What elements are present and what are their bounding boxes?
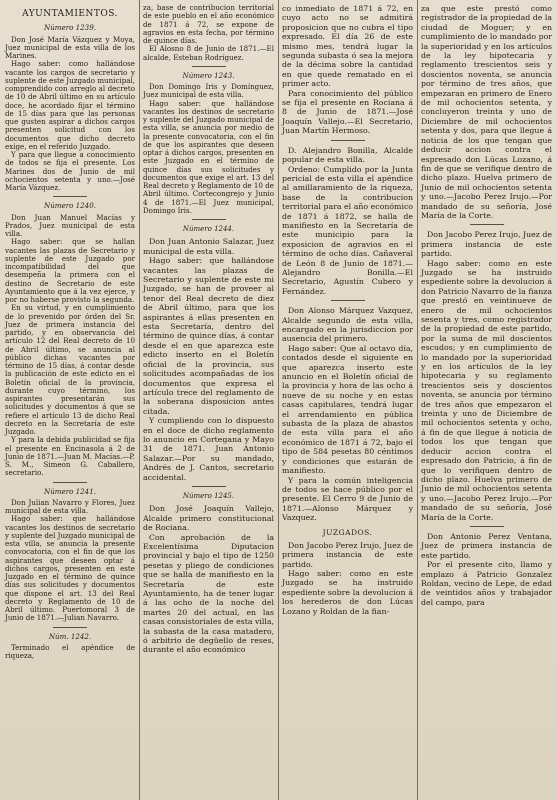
notice-number: Número 1239.: [44, 23, 96, 33]
notice-paragraph: Don José Joaquín Vallejo, Alcalde primero constitucional de Rociana.: [143, 504, 274, 533]
notice-paragraph: Por el presente cito, llamo y emplazo á Patricio Gonzalez Roldan, vecino de Lepe, de edad de veintidos años y trabajador del campo, para: [421, 560, 552, 607]
notice-1241: [5, 488, 135, 623]
notice-paragraph: En su virtud, y en cumplimiento de lo prevenido por órden del Sr. Juez de primera instancia del partido, y en observancia del artículo 12 del Real decreto de 10 de Abril último, se anuncia al público dichas vacantes por término de 15 días, á contar desde la publicación de este edicto en el Boletín oficial de la provincia, durante cuyo término, los aspirantes presentarán sus solicitudes y documentos á que se refiere el artículo 13 de dicho Real decreto en la Secretaría de este Juzgado.: [5, 303, 135, 436]
notice-paragraph: Don Jacobo Perez Irujo, Juez de primera instancia de este partido.: [282, 540, 413, 569]
notice-perez-irujo-navarro: [421, 230, 552, 522]
notice-paragraph: Hago saber: que se hallan vacantes las plazas de Secretario y suplente de este Juzgado por incompatibilidad del que desempeña la primera con el destino de Secretario de este Ayuntamiento que á la vez ejerce, y por no haberse provisto la segunda.: [5, 237, 135, 304]
notice-1244: [143, 225, 274, 482]
notice-paragraph: Hago saber: como hallándose vacante los cargos de secretario y suplente de este Juzgado municipal, comprendido con arreglo al decreto de 10 de Abril último en su artículo doce, he acordado fijar el término de 15 días para que las personas que gusten aspirar a dichos cargos presenten solicitud con los documentos que dicho decreto exige, en el referido Juzgado.: [5, 59, 135, 151]
notice-paragraph: Don Juan Antonio Salazar, Juez municipal de esta villa.: [143, 237, 274, 256]
notice-number: Número 1244.: [182, 225, 235, 233]
separator: [192, 66, 226, 67]
notice-1239: [5, 24, 135, 192]
separator: [470, 526, 504, 527]
notice-paragraph: Hago saber: que hallándose vacantes los destinos de secretario y suplente del Juzgado municipal de esta villa, se anuncia por medio de la presente convocatoria, con el fin de que los aspirantes que deseen optar á dichos cargos, presenten en este Juzgado en el término de quince días sus solicitudes y documentos que exige el art. 13 del Real decreto y Reglamento de 10 de Abril último. Cortecongrejo y Junio 4 de 1871.—El Juez municipal, Domingo Iris.: [143, 98, 274, 215]
separator: [192, 219, 226, 220]
separator: [192, 486, 226, 487]
notice-paragraph: za que este prestó como registrador de la propiedad de la ciudad de Moguer; y en cumplimiento de lo mandado por la superioridad y en los artículos de la ley hipotecaria y reglamento trescientos seis y doscientos noventa, se anuncia por término de tres años, que empezaran en primero de Enero de mil ochocientos setenta, y concluyeron treinta y uno de Diciembre de mil ochocientos setenta y dos, para que llegue á noticia de los que tengan que deducir accion contra el espresado don Lúcas Lozano, á fin de que se verifique dentro de dicho plazo. Huelva primero de Junio de mil ochocientos setenta y uno.—Jacobo Perez Irujo.—Por mandado de su señoría, José María de la Corte.: [421, 4, 552, 220]
separator: [470, 224, 504, 225]
separator: [331, 300, 365, 301]
column-4: [418, 0, 555, 800]
separator: [53, 196, 87, 197]
notice-marquez: [282, 306, 413, 522]
notice-paragraph: Para conocimiento del público se fija el presente en Rociana á 8 de Junio de 1871.—José Joaquín Vallejo.—El Secretario, Juan Martín Hermoso.: [282, 88, 413, 136]
notice-number: Número 1243.: [182, 70, 235, 80]
notice-number: Número 1240.: [44, 201, 96, 211]
notice-paragraph: Don José María Vázquez y Moya, Juez municipal de esta villa de los Marines.: [5, 34, 135, 60]
notice-paragraph: Hago saber: que hallándose vacantes los destinos de secretario y suplente del Juzgado municipal de esta villa, se anuncia la presente convocatoria, con el fin de que los aspirantes que deseen optar á dichos cargos, presenten en este Juzgado en el término de quince días sus solicitudes y documentos que dispone el art. 13 del Real decreto y Reglamento de 10 de Abril último. Puertomoral 3 de Junio de 1871.—Julian Navarro.: [5, 514, 136, 623]
notice-paragraph: Ordeno: Cumplido por la Junta pericial de esta villa el apéndice al amillaramiento de la riqueza, base de la contribucion territorial para el año económico de 1871 á 1872, se halla de manifiesto en la Secretaría de este municipio para la exposicion de agravios en el término de ocho días. Cañaveral de León 8 de Junio de 1871.—Alejandro Bonilla.—El Secretario, Agustín Cubero y Fernández.: [282, 164, 413, 296]
notice-perez-irujo-lozano: [282, 541, 413, 616]
notice-paragraph: El Alosno 8 de Junio de 1871.—El alcalde, Esteban Rodríguez.: [143, 44, 274, 62]
notice-paragraph: Hago saber: como en este Juzgado se ha instruido espediente sobre la devolucion á don Patricio Navarro de la fianza que prestó en veintinueve de enero de mil ochocientos sesenta y tres, como registrador de la propiedad de este partido, por la suma de mil doscientos escudos; y en cumplimiento de lo mandado por la superioridad y en los artículos de la ley hipotecaria y su reglamento trescientos seis y doscientos noventa, se anuncia por término de tres años que empezaron el treinta y uno de Diciembre de mil ochocientos setenta y ocho, á fin de que llegue á noticia de todos los que tengan que deducir accion contra el espresado don Patricio, á fin de que lo verifiquen dentro de dicho plazo. Huelva primero de Junio de mil ochocientos setenta y uno.—Jacobo Perez Irujo.—Por mandado de su señoría, José María de la Corte.: [421, 258, 552, 522]
notice-paragraph: Don Alonso Márquez Vazquez, Alcalde segundo de esta villa, encargado en la jurisdiccion por ausencia del primero.: [282, 306, 413, 344]
column-2: [140, 0, 277, 800]
section-heading-ayuntamientos: AYUNTAMIENTOS.: [22, 9, 118, 19]
notice-paragraph: Y para la común inteligencia de todos se hace público por el presente. El Cerro 9 de Junio de 1871.—Alonso Márquez y Vazquez.: [282, 475, 413, 523]
column-1: [2, 0, 138, 800]
notice-paragraph: Don Julian Navarro y Flores, Juez municipal de esta villa.: [5, 497, 135, 515]
notice-number: Número 1241.: [44, 486, 96, 496]
notice-1240: [5, 202, 135, 477]
notice-paragraph: Don Juan Manuel Macías y Prados, Juez municipal de esta villa.: [5, 212, 135, 238]
separator: [53, 482, 87, 483]
notice-paragraph: Y cumpliendo con lo dispuesto en el doce de dicho reglamento lo anuncio en Cortegana y Mayo 31 de 1871. Juan Antonio Salazar.—Por su mandado, Andrés de J. Cantos, secretario accidental.: [143, 416, 274, 482]
separator: [331, 140, 365, 141]
notice-perez-ventana: [421, 532, 552, 607]
notice-bonilla: [282, 146, 413, 297]
notice-paragraph: za, base de contribucion territorial de este pueblo en el año económico de 1871 á 72, se expone de agravios en esta fecha, por término de quince días.: [143, 3, 274, 45]
notice-number: Núm. 1242.: [48, 631, 92, 641]
notice-1242-continued: [143, 4, 274, 62]
notice-paragraph: D. Alejandro Bonilla, Alcalde popular de esta villa.: [282, 145, 413, 165]
notice-paragraph: Y para la debida publicidad se fija el presente en Encinasola á 2 de Junio de 1871.—Juan M. Macías.—P. S. M., Simeon G. Caballero, secretario.: [5, 435, 135, 478]
separator: [53, 627, 87, 628]
notice-perez-irujo-lozano-continued: [421, 4, 552, 220]
notice-paragraph: Con aprobación de la Excelentísima Diputacion provincial y bajo el tipo de 1250 pesetas y pliego de condiciones que se halla de manifiesto en la Secretaría de este Ayuntamiento, ha de tener lugar á las ocho de la noche del martes 20 del actual, en las casas consistoriales de esta villa, la subasta de la casa matadero, ó arbitrio de degüello de reses, durante el año económico: [143, 532, 274, 655]
notice-paragraph: Hago saber: Que al octavo día, contados desde el siguiente en que aparezca inserto este anuncio en el Boletín oficial de la provincia y hora de las ocho á nueve de su noche y en estas casas capitulares, tendrá lugar el arrendamiento en pública subasta de la plaza de abastos de esta villa para el año económico de 1871 á 72, bajo el tipo de 584 pesetas 80 céntimos y condiciones que estarán de manifiesto.: [282, 343, 413, 476]
notice-1242: [5, 633, 135, 661]
notice-1245: [143, 492, 274, 655]
notice-number: Número 1245.: [182, 491, 235, 500]
notice-paragraph: Terminado el apéndice de riqueza,: [5, 642, 135, 660]
notice-paragraph: Don Antonio Perez Ventana, Juez de primera instancia de este partido.: [421, 531, 552, 560]
notice-paragraph: Hago saber: como en este Juzgado se ha instruido espediente sobre la devolucion á los herederos de don Lúcas Lozano y Roldan de la fian-: [282, 569, 413, 616]
notice-paragraph: Hago saber: que hallándose vacantes las plazas de Secretario y suplente de este mi Juzgado, se han de proveer al tenor del Real decreto de diez de Abril último, para que los aspirantes á ellas presenten en esta Secretaría, dentro del término de quince días, á contar desde el en que aparezca este edicto inserto en el Boletín oficial de la provincia, sus solicitudes acompañadas de los documentos que expresa el artículo trece del reglamento de la soberana disposicion antes citada.: [143, 256, 274, 416]
section-heading-juzgados: JUZGADOS.: [322, 527, 373, 537]
notice-paragraph: Don Domingo Iris y Domínguez, Juez municipal de esta villa.: [143, 82, 274, 100]
notice-1245-continued: [282, 4, 413, 136]
notice-paragraph: Y para que llegue a conocimiento de todos se fija el presente. Los Marines dos de Junio de mil ochocientos setenta y uno.—José María Vázquez.: [5, 150, 135, 192]
column-3: [279, 0, 416, 800]
notice-1243: [143, 72, 274, 215]
notice-paragraph: Don Jacobo Perez Irujo, Juez de primera instancia de este partido.: [421, 230, 552, 259]
notice-paragraph: co inmediato de 1871 á 72, en cuyo acto no se admitirá proposicion que no cubra el tipo expresado. El día 26 de este mismo mes, tendrá lugar la segunda subasta ó sea la mejora de la décima sobre la cantidad en que quede rematado en el primer acto.: [282, 4, 413, 89]
